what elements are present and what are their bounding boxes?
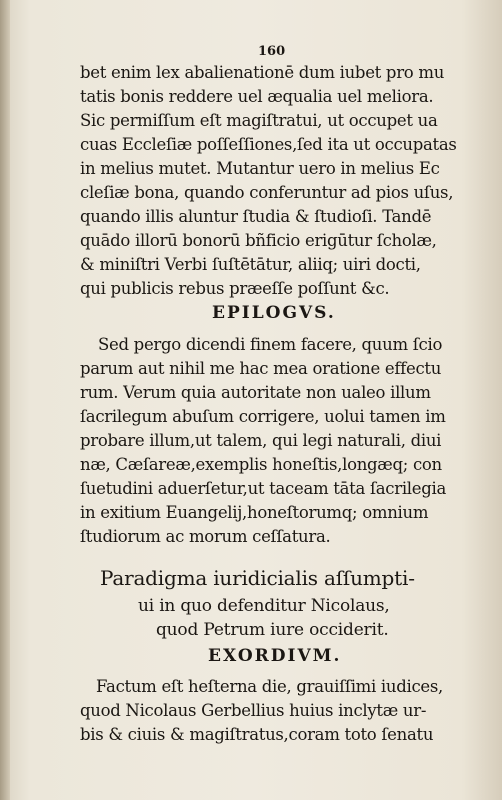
text-line: rum. Verum quia autoritate non ualeo illum	[80, 383, 431, 402]
text-line: ſacrilegum abuſum corrigere, uolui tamen im	[80, 407, 446, 426]
text-line: Sed pergo dicendi finem facere, quum ſcio	[98, 335, 443, 354]
text-line: tatis bonis reddere uel æqualia uel meliora.	[80, 87, 434, 106]
text-line: quando illis aluntur ſtudia & ſtudioſi. Tandē	[80, 207, 432, 226]
text-line: Sic permiſſum eſt magiſtratui, ut occupet ua	[80, 111, 438, 130]
section-title-line: quod Petrum iure occiderit.	[156, 620, 389, 640]
page-number: 160	[258, 44, 286, 59]
text-line: Factum eſt heſterna die, grauiſſimi iudices,	[96, 677, 443, 696]
text-line: in exitium Euangelij,honeſtorumq; omnium	[80, 503, 429, 522]
text-line: in melius mutet. Mutantur uero in melius Ec	[80, 159, 440, 178]
page-gutter	[0, 0, 10, 800]
text-line: næ, Cæſareæ,exemplis honeſtis,longæq; con	[80, 455, 442, 474]
text-line: bet enim lex abalienationē dum iubet pro mu	[80, 63, 445, 82]
section-heading-exordium: EXORDIVM.	[208, 646, 342, 666]
text-line: & miniſtri Verbi ſuſtētātur, aliiq; uiri docti,	[80, 255, 421, 274]
section-title: Paradigma iuridicialis aſſumpti-	[100, 566, 415, 590]
section-heading-epilogus: EPILOGVS.	[212, 303, 336, 323]
text-line: cuas Eccleſiæ poſſeſſiones,ſed ita ut occupatas	[80, 135, 457, 154]
section-title-line: ui in quo defenditur Nicolaus,	[138, 596, 390, 616]
text-line: qui publicis rebus præeſſe poſſunt &c.	[80, 279, 390, 298]
text-line: cleſiæ bona, quando conferuntur ad pios uſus,	[80, 183, 454, 202]
text-line: bis & ciuis & magiſtratus,coram toto ſenatu	[80, 725, 434, 744]
text-line: ſuetudini aduerſetur,ut taceam tāta ſacrilegia	[80, 479, 447, 498]
text-line: ſtudiorum ac morum ceſſatura.	[80, 527, 331, 546]
text-line: quod Nicolaus Gerbellius huius inclytæ ur-	[80, 701, 427, 720]
text-line: parum aut nihil me hac mea oratione effectu	[80, 359, 442, 378]
text-line: probare illum,ut talem, qui legi naturali, diui	[80, 431, 442, 450]
text-line: quādo illorū bonorū bñficio erigūtur ſcholæ,	[80, 231, 437, 250]
